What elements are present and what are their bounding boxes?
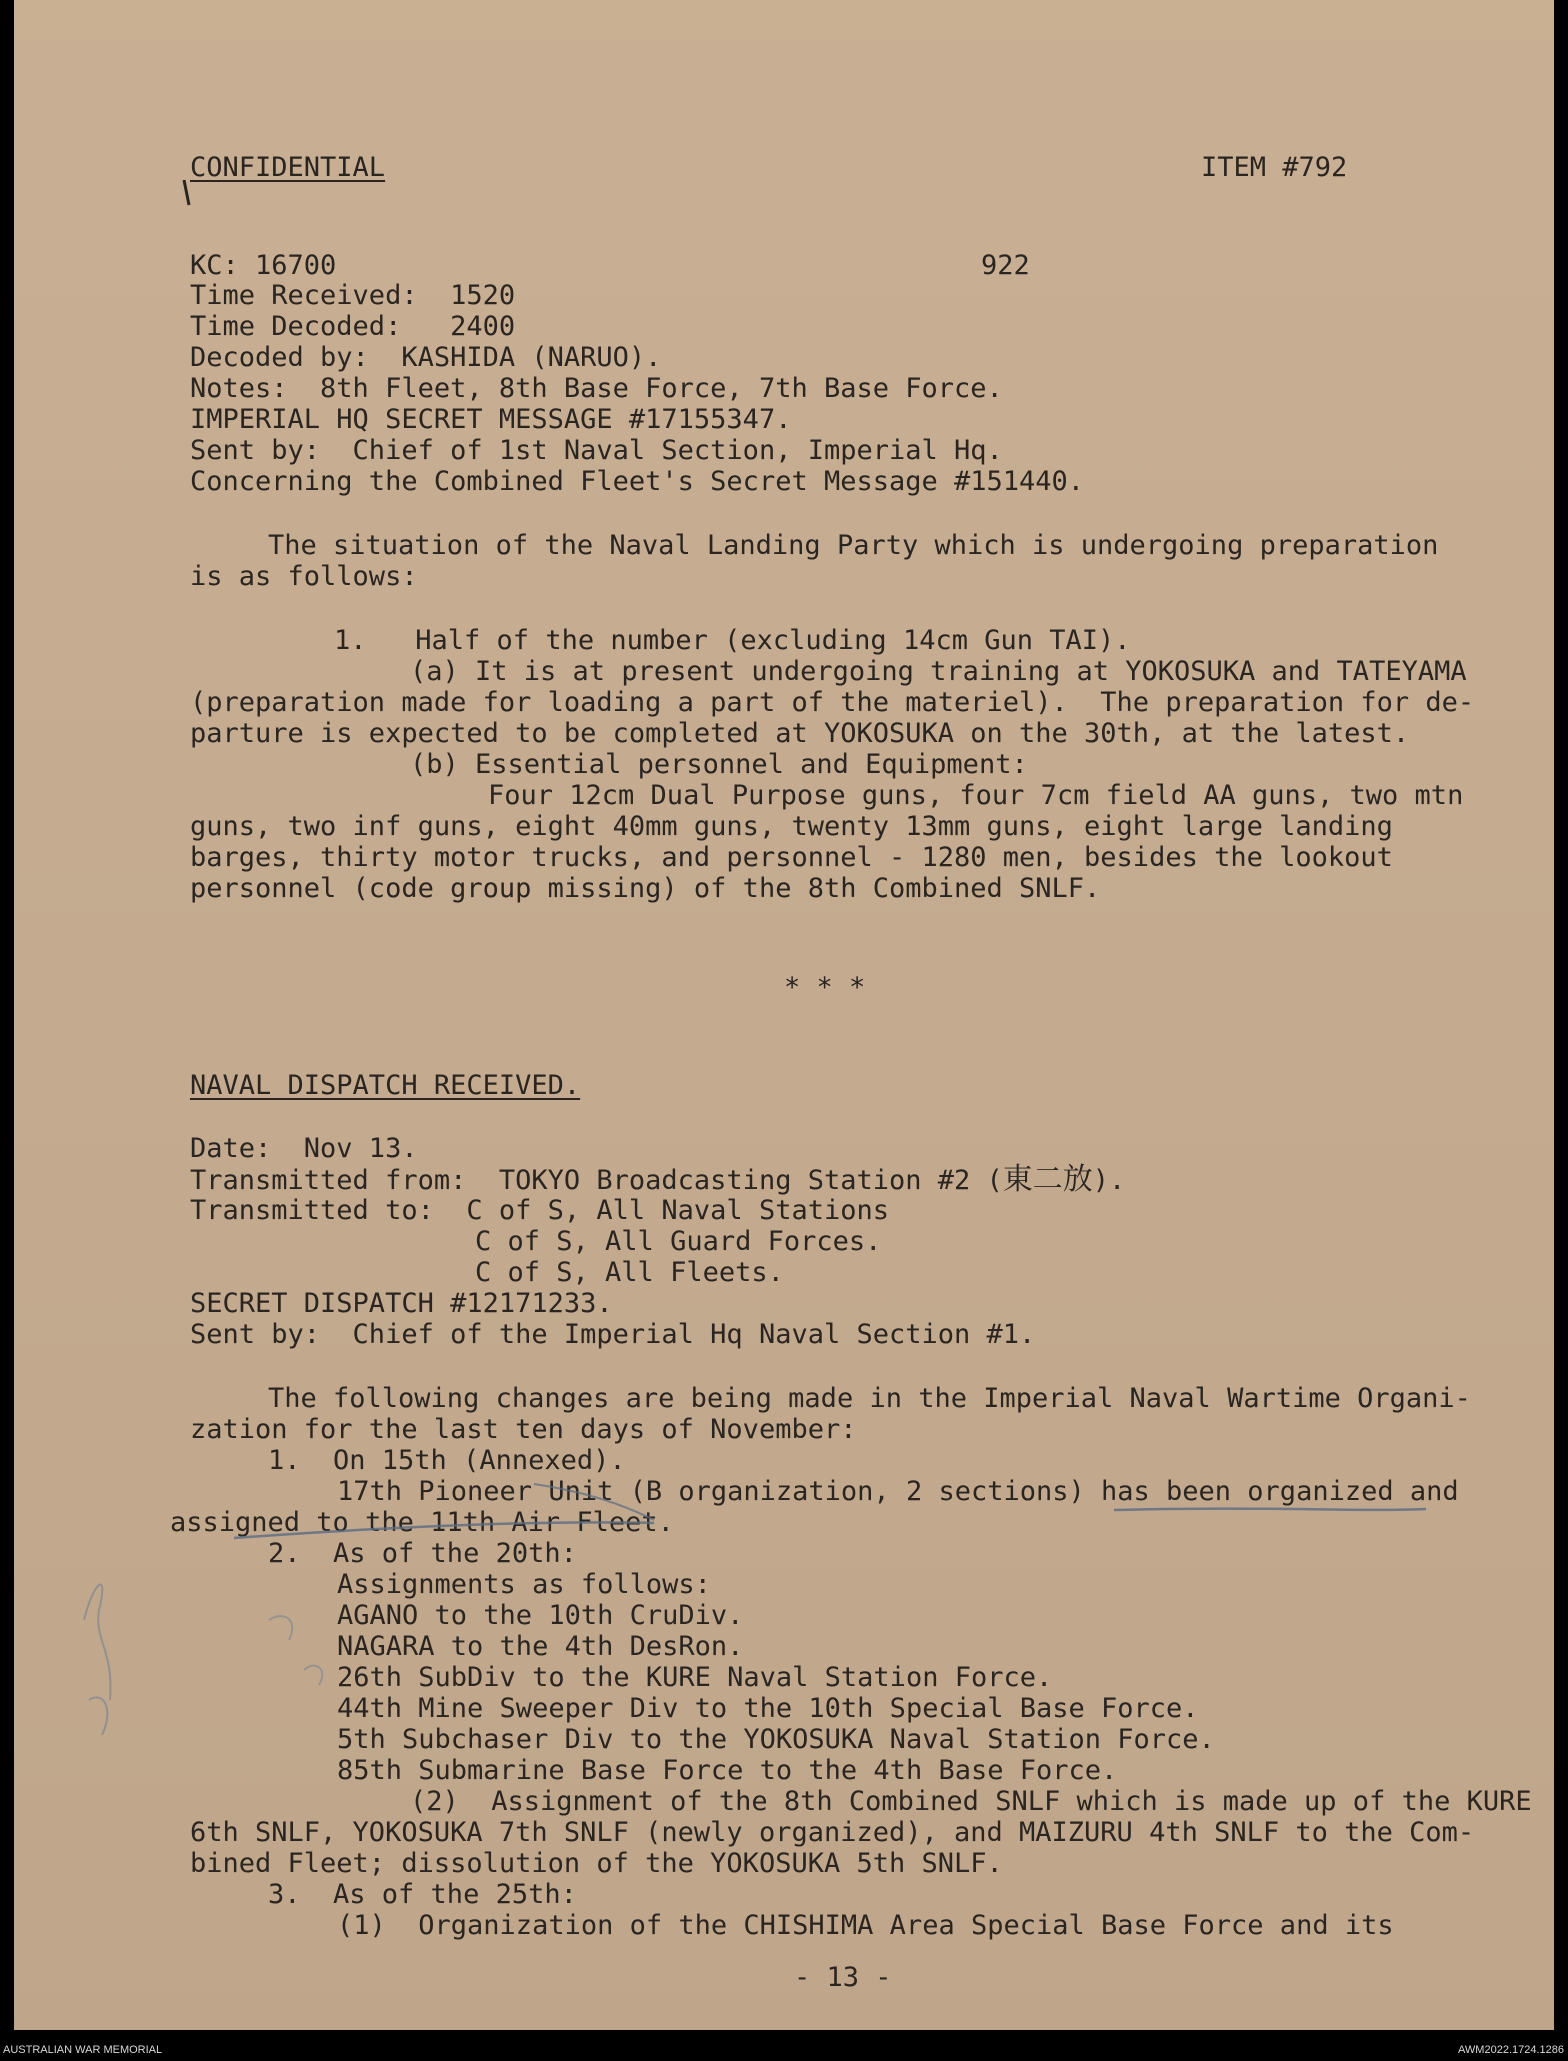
notes: Notes: 8th Fleet, 8th Base Force, 7th Base Force. — [190, 373, 1003, 404]
sub-3-line-1: (1) Organization of the CHISHIMA Area Special Base Force and its — [337, 1910, 1394, 1941]
pencil-strike-1 — [534, 1484, 654, 1520]
dispatch-intro-1: The following changes are being made in the Imperial Naval Wartime Organi- — [268, 1383, 1471, 1414]
classification-label: CONFIDENTIAL — [190, 152, 386, 183]
transmitted-to-3: C of S, All Fleets. — [475, 1257, 784, 1288]
change-2: 2. As of the 20th: — [268, 1538, 577, 1569]
sub-2-line-3: bined Fleet; dissolution of the YOKOSUKA 5th SNLF. — [190, 1848, 1003, 1879]
page-number: - 13 - — [794, 1962, 892, 1993]
dispatch-date: Date: Nov 13. — [190, 1133, 418, 1164]
pencil-underline-1 — [1114, 1509, 1426, 1510]
change-1: 1. On 15th (Annexed). — [268, 1445, 626, 1476]
assignment-5: 5th Subchaser Div to the YOKOSUKA Naval Station Force. — [337, 1724, 1215, 1755]
intro-line-1: The situation of the Naval Landing Party which is undergoing preparation — [268, 530, 1439, 561]
assignments-heading: Assignments as follows: — [337, 1569, 711, 1600]
concerning: Concerning the Combined Fleet's Secret Message #151440. — [190, 466, 1085, 497]
pencil-scribble-left — [84, 1585, 111, 1735]
equipment-line-3: barges, thirty motor trucks, and personnel - 1280 men, besides the lookout — [190, 842, 1393, 873]
decoded-by: Decoded by: KASHIDA (NARUO). — [190, 342, 662, 373]
sent-by: Sent by: Chief of 1st Naval Section, Imperial Hq. — [190, 435, 1003, 466]
sub-2-line-1: (2) Assignment of the 8th Combined SNLF which is made up of the KURE — [410, 1786, 1532, 1817]
pencil-scribble-right — [269, 1616, 322, 1685]
intro-line-2: is as follows: — [190, 561, 418, 592]
message-title: IMPERIAL HQ SECRET MESSAGE #17155347. — [190, 404, 792, 435]
item-1a-line-1: (a) It is at present undergoing training at YOKOSUKA and TATEYAMA — [410, 656, 1467, 687]
station-kanji: 東二放 — [1002, 1162, 1093, 1197]
item-1: 1. Half of the number (excluding 14cm Gun TAI). — [334, 625, 1131, 656]
dispatch-heading: NAVAL DISPATCH RECEIVED. — [190, 1070, 581, 1101]
pencil-underline-2 — [234, 1522, 654, 1538]
change-3: 3. As of the 25th: — [268, 1879, 577, 1910]
item-1a-line-3: parture is expected to be completed at YOKOSUKA on the 30th, at the latest. — [190, 718, 1410, 749]
ink-tick-top — [184, 180, 189, 205]
time-received: Time Received: 1520 — [190, 280, 516, 311]
change-1-text-2: assigned to the 11th Air Fleet. — [170, 1507, 674, 1538]
dispatch-title: SECRET DISPATCH #12171233. — [190, 1288, 613, 1319]
equipment-line-2: guns, two inf guns, eight 40mm guns, twenty 13mm guns, eight large landing — [190, 811, 1393, 842]
footer-left: AUSTRALIAN WAR MEMORIAL — [3, 2044, 163, 2056]
transmitted-to-2: C of S, All Guard Forces. — [475, 1226, 882, 1257]
equipment-line-4: personnel (code group missing) of the 8th Combined SNLF. — [190, 873, 1101, 904]
item-1b: (b) Essential personnel and Equipment: — [410, 749, 1028, 780]
assignment-2: NAGARA to the 4th DesRon. — [337, 1631, 744, 1662]
item-1a-line-2: (preparation made for loading a part of the materiel). The preparation for de- — [190, 687, 1475, 718]
assignment-4: 44th Mine Sweeper Div to the 10th Special Base Force. — [337, 1693, 1199, 1724]
transmitted-from-end: ). — [1092, 1165, 1126, 1196]
dispatch-intro-2: zation for the last ten days of November: — [190, 1414, 857, 1445]
assignment-1: AGANO to the 10th CruDiv. — [337, 1600, 744, 1631]
section-separator: * * * — [784, 972, 866, 1003]
item-number: ITEM #792 — [1201, 152, 1348, 183]
pencil-annotations — [14, 0, 1554, 2030]
dispatch-sent-by: Sent by: Chief of the Imperial Hq Naval Section #1. — [190, 1319, 1036, 1350]
assignment-3: 26th SubDiv to the KURE Naval Station Force. — [337, 1662, 1053, 1693]
equipment-line-1: Four 12cm Dual Purpose guns, four 7cm field AA guns, two mtn — [488, 780, 1464, 811]
document-page — [14, 0, 1554, 2030]
serial-number: 922 — [981, 250, 1030, 281]
assignment-6: 85th Submarine Base Force to the 4th Base Force. — [337, 1755, 1118, 1786]
transmitted-from-text: Transmitted from: TOKYO Broadcasting Station #2 ( — [190, 1165, 1003, 1196]
time-decoded: Time Decoded: 2400 — [190, 311, 516, 342]
footer-right: AWM2022.1724.1286 — [1458, 2044, 1564, 2056]
sub-2-line-2: 6th SNLF, YOKOSUKA 7th SNLF (newly organized), and MAIZURU 4th SNLF to the Com- — [190, 1817, 1475, 1848]
kc-frequency: KC: 16700 — [190, 250, 337, 281]
transmitted-to: Transmitted to: C of S, All Naval Stations — [190, 1195, 889, 1226]
change-1-text-1: 17th Pioneer Unit (B organization, 2 sections) has been organized and — [337, 1476, 1459, 1507]
